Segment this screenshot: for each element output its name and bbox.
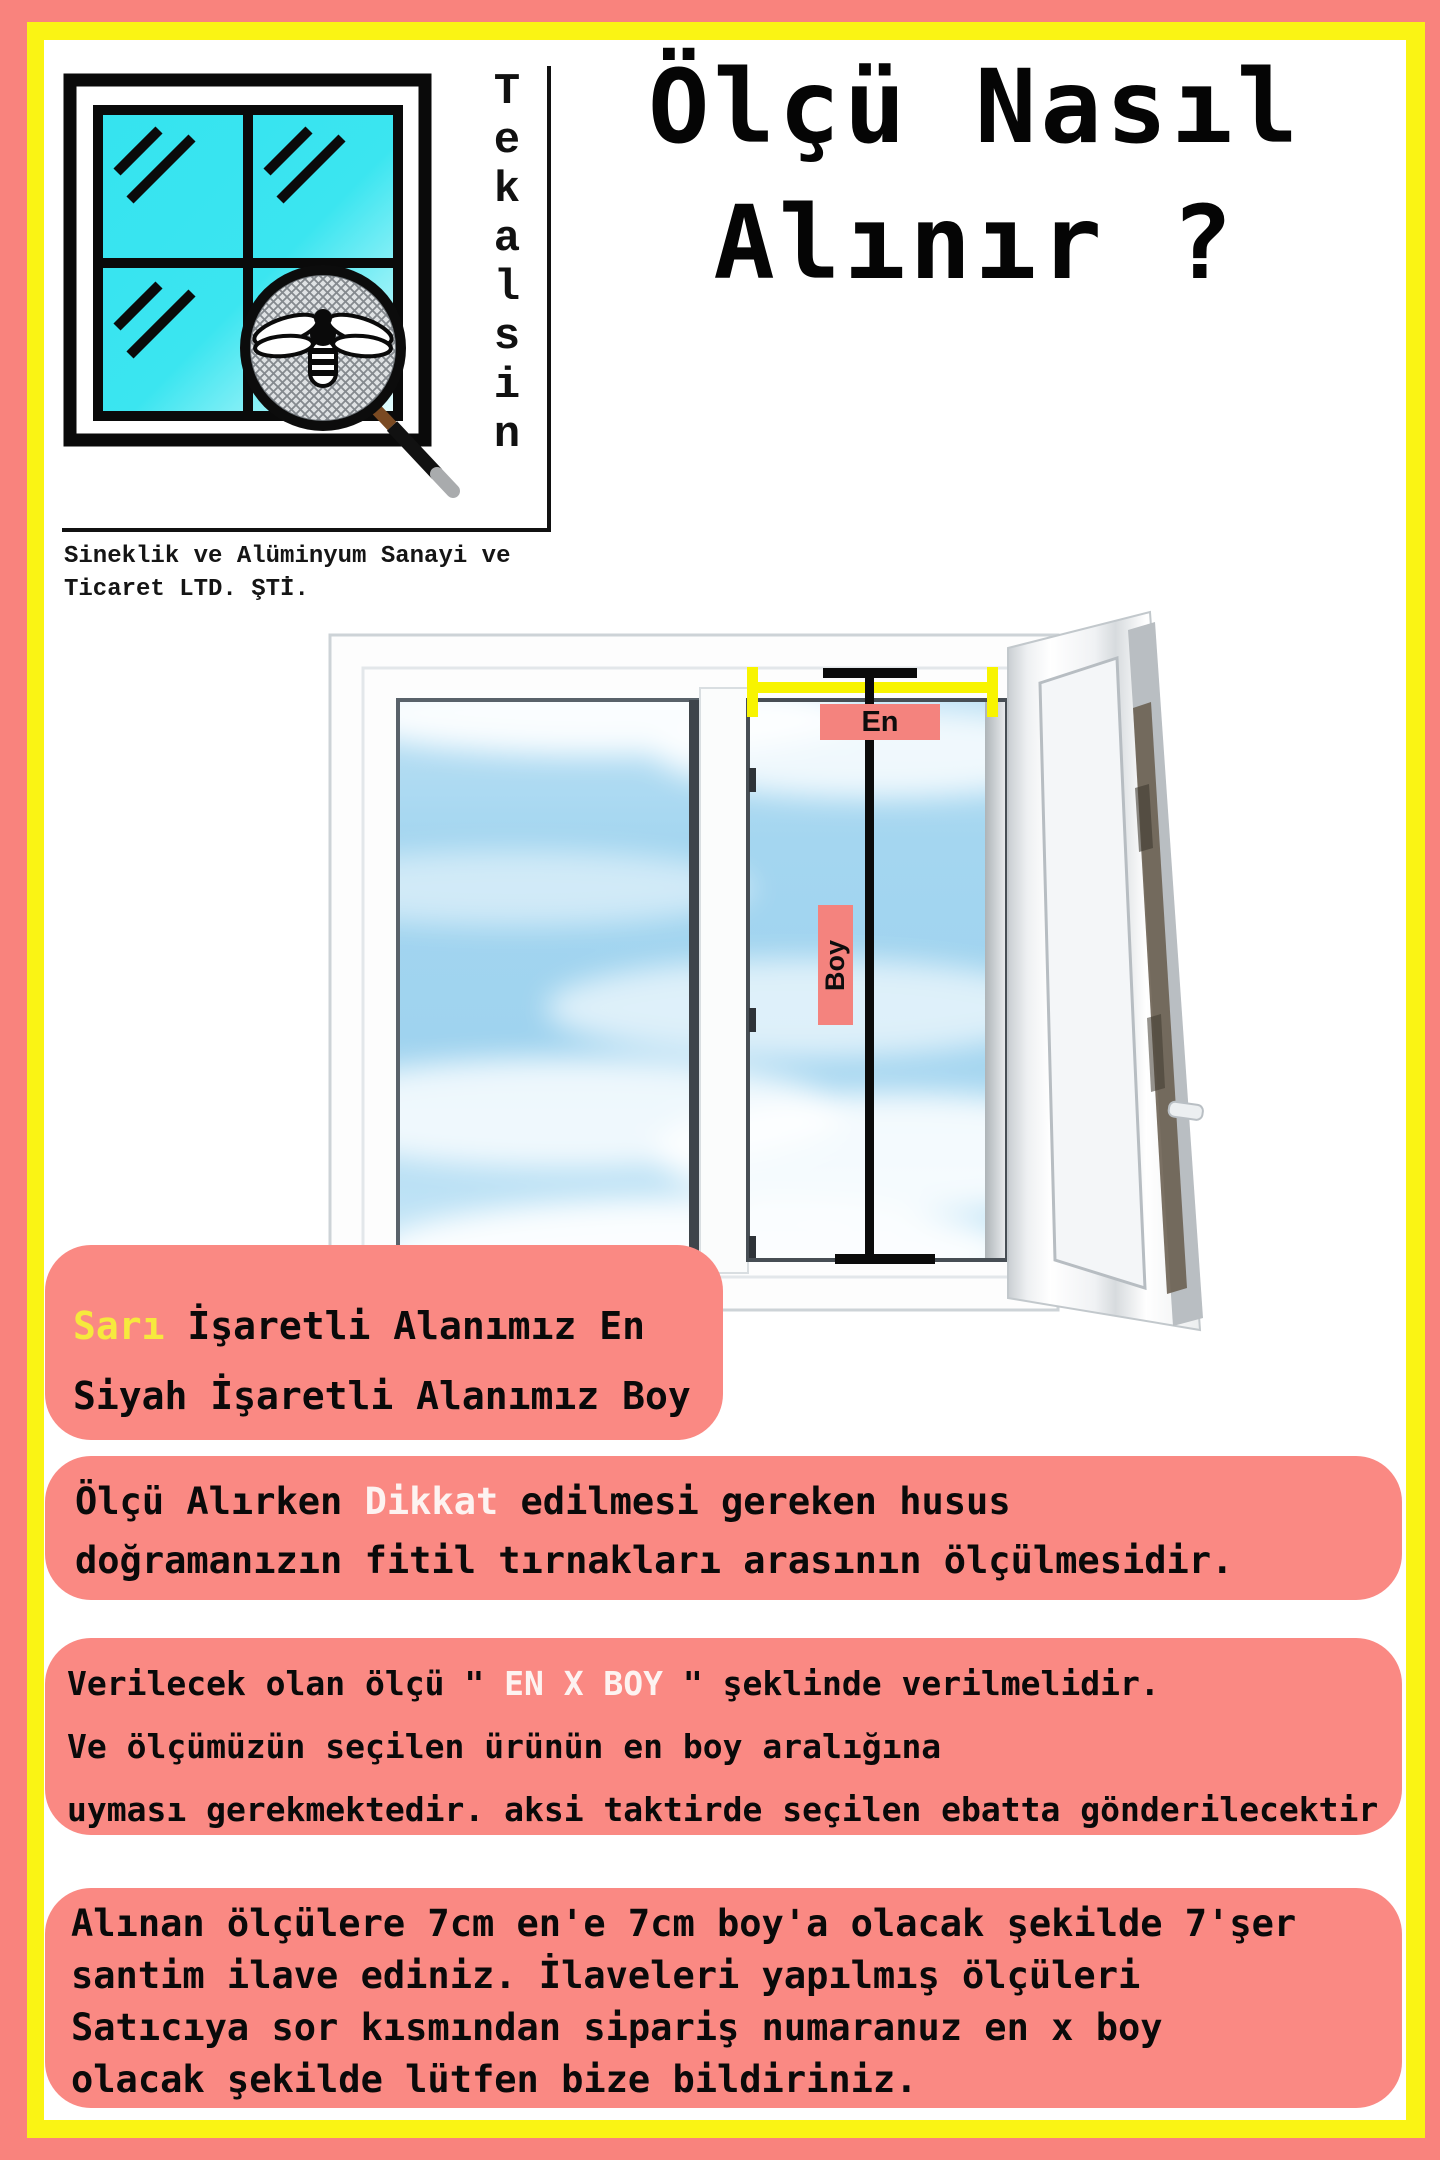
page-title bbox=[555, 40, 1395, 312]
format-line2: Ve ölçümüzün seçilen ürünün en boy aralığına bbox=[67, 1727, 942, 1766]
height-label-badge bbox=[818, 905, 853, 1025]
company-name-line2: Ticaret LTD. ŞTİ. bbox=[64, 576, 309, 603]
brand-name-vertical: Tekalsin bbox=[493, 67, 521, 460]
format-line3: uyması gerekmektedir. aksi taktirde seçilen ebatta gönderilecektir bbox=[67, 1790, 1379, 1829]
attention-highlight: Dikkat bbox=[364, 1480, 499, 1523]
page-title-line1: Ölçü Nasıl bbox=[647, 48, 1303, 167]
note-box-legend bbox=[45, 1245, 723, 1440]
allowance-line3: Satıcıya sor kısmından sipariş numaranuz en x boy bbox=[71, 2006, 1163, 2049]
company-name-line1: Sineklik ve Alüminyum Sanayi ve bbox=[64, 543, 511, 570]
open-window-sash bbox=[1008, 612, 1204, 1330]
legend-line1: Sarı İşaretli Alanımız En bbox=[73, 1304, 645, 1348]
allowance-line1: Alınan ölçülere 7cm en'e 7cm boy'a olacak şekilde 7'şer bbox=[71, 1902, 1297, 1945]
width-label-badge bbox=[820, 704, 940, 740]
company-logo bbox=[62, 72, 462, 582]
page-title-line2: Alınır ? bbox=[713, 184, 1237, 303]
width-label-text: En bbox=[861, 705, 899, 738]
note-box-attention bbox=[45, 1456, 1402, 1600]
allowance-line4: olacak şekilde lütfen bize bildiriniz. bbox=[71, 2058, 918, 2101]
logo-divider-horizontal bbox=[62, 528, 551, 532]
attention-line1: Ölçü Alırken Dikkat edilmesi gereken husus bbox=[75, 1480, 1011, 1523]
window-photo-graphic bbox=[265, 588, 1210, 1348]
attention-line2: doğramanızın fitil tırnakları arasının ölçülmesidir. bbox=[75, 1539, 1234, 1582]
format-line1: Verilecek olan ölçü " EN X BOY " şeklinde verilmelidir. bbox=[67, 1664, 1160, 1703]
height-label-text: Boy bbox=[820, 939, 851, 991]
window-measurement-photo bbox=[265, 588, 1210, 1348]
format-highlight: EN X BOY bbox=[504, 1664, 664, 1703]
note-box-allowance bbox=[45, 1888, 1402, 2108]
window-mullion bbox=[700, 688, 748, 1273]
logo-divider-vertical bbox=[547, 66, 551, 528]
note-box-format bbox=[45, 1638, 1402, 1835]
legend-line2: Siyah İşaretli Alanımız Boy bbox=[73, 1374, 691, 1418]
legend-yellow-word: Sarı bbox=[73, 1304, 165, 1348]
allowance-line2: santim ilave ediniz. İlaveleri yapılmış ölçüleri bbox=[71, 1954, 1141, 1997]
